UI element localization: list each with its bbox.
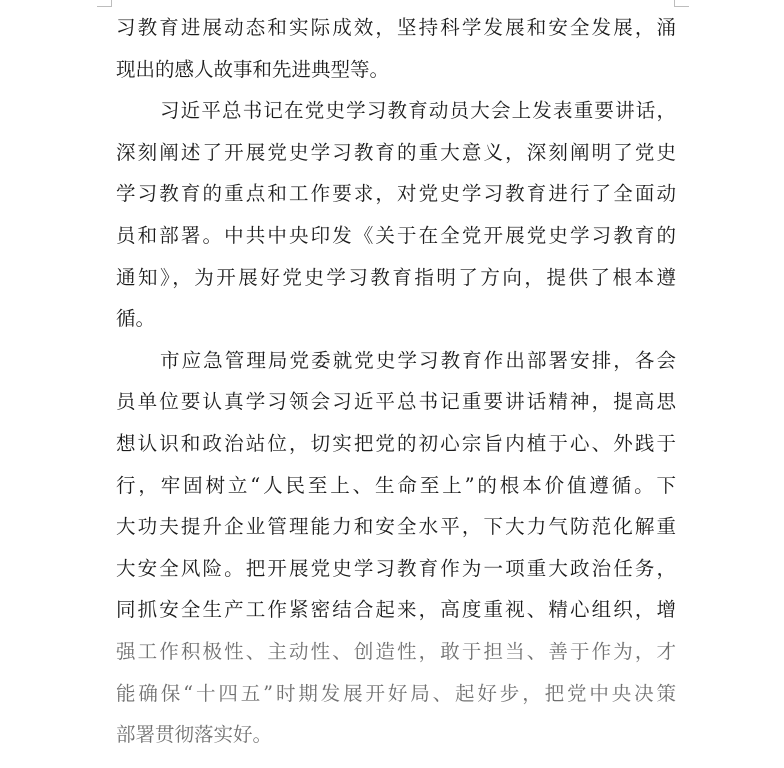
page-corner-mark-left — [97, 0, 112, 7]
text-line: 同抓安全生产工作紧密结合起来，高度重视、精心组织，增 — [116, 598, 676, 622]
text-line: 强工作积极性、主动性、创造性，敢于担当、善于作为，才 — [116, 639, 676, 663]
text-line: 市应急管理局党委就党史学习教育作出部署安排，各会 — [160, 348, 676, 372]
text-line: 员和部署。中共中央印发《关于在全党开展党史学习教育的 — [116, 223, 676, 247]
page-corner-mark-right — [674, 0, 689, 7]
text-line: 循。 — [116, 307, 156, 331]
text-line: 员单位要认真学习领会习近平总书记重要讲话精神，提高思 — [116, 390, 676, 414]
text-line: 大安全风险。把开展党史学习教育作为一项重大政治任务， — [116, 556, 676, 580]
document-body — [116, 7, 676, 756]
text-line: 习教育进展动态和实际成效，坚持科学发展和安全发展，涌 — [116, 16, 676, 39]
text-line: 能确保“十四五”时期发展开好局、起好步，把党中央决策 — [116, 681, 676, 705]
text-line: 行，牢固树立“人民至上、生命至上”的根本价值遵循。下 — [116, 473, 676, 497]
text-line: 部署贯彻落实好。 — [116, 723, 273, 747]
text-line: 通知》，为开展好党史学习教育指明了方向，提供了根本遵 — [116, 265, 676, 289]
text-line: 深刻阐述了开展党史学习教育的重大意义，深刻阐明了党史 — [116, 140, 676, 164]
text-line: 习近平总书记在党史学习教育动员大会上发表重要讲话， — [160, 99, 676, 123]
text-line: 想认识和政治站位，切实把党的初心宗旨内植于心、外践于 — [116, 431, 676, 455]
text-line: 学习教育的重点和工作要求，对党史学习教育进行了全面动 — [116, 182, 676, 206]
text-line: 大功夫提升企业管理能力和安全水平，下大力气防范化解重 — [116, 515, 676, 539]
text-line: 现出的感人故事和先进典型等。 — [116, 57, 390, 81]
